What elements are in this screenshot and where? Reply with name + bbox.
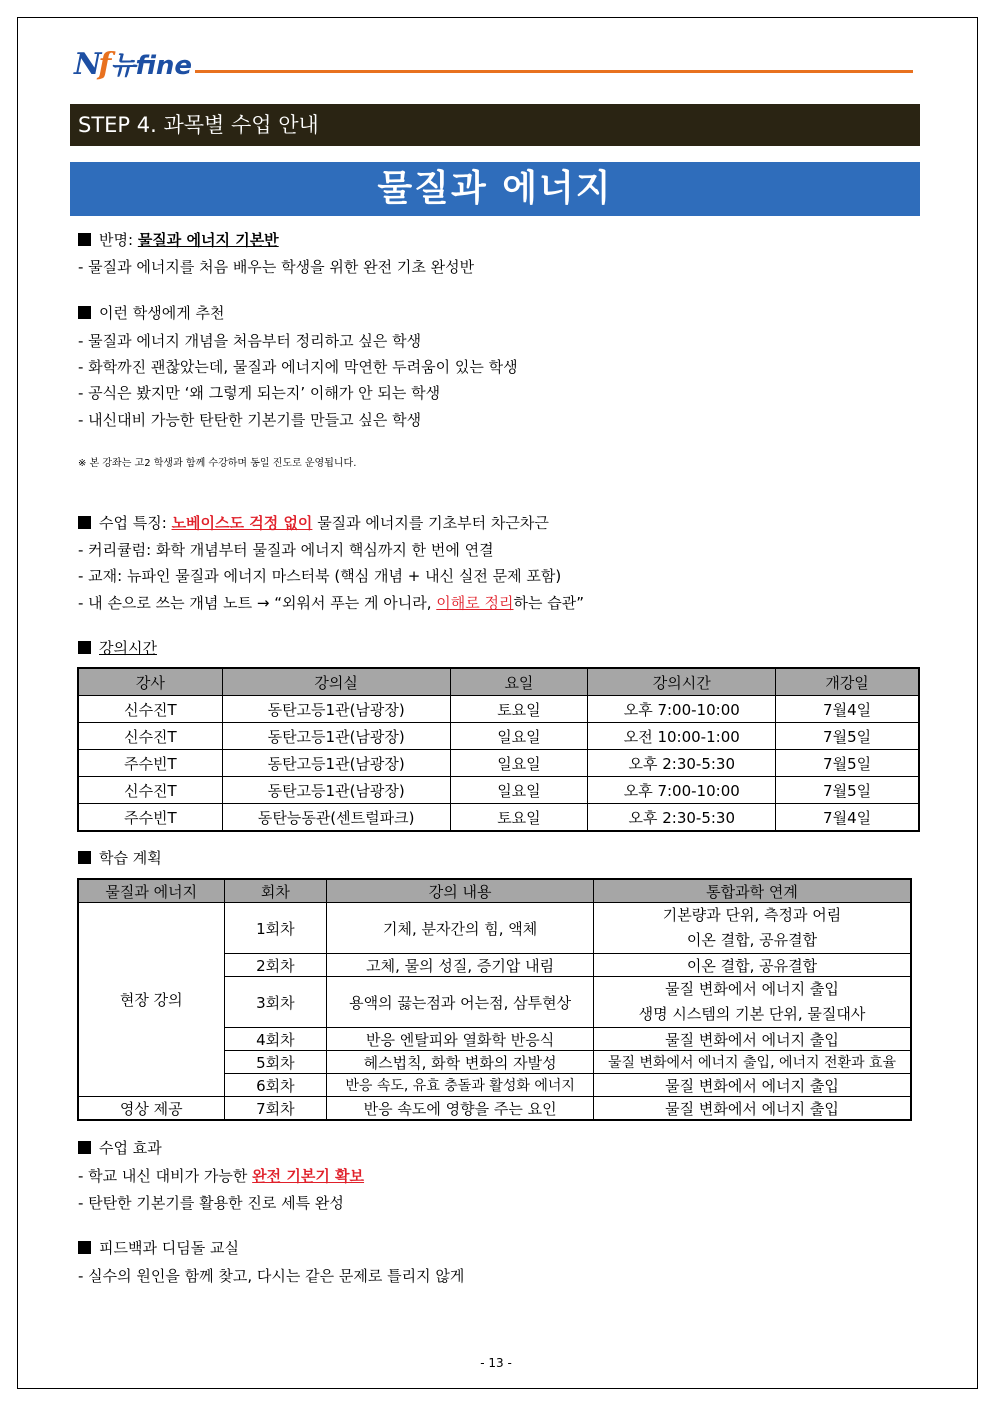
cell: 토요일 bbox=[450, 696, 588, 723]
effect-item: - 학교 내신 대비가 가능한 완전 기본기 확보 bbox=[78, 1167, 365, 1185]
cell: 3회차 bbox=[224, 977, 327, 1028]
cell: 4회차 bbox=[224, 1028, 327, 1051]
group-cell: 영상 제공 bbox=[79, 1097, 225, 1120]
cell: 동탄고등1관(남광장) bbox=[222, 696, 450, 723]
plan-table bbox=[78, 879, 911, 1120]
cell: 토요일 bbox=[450, 804, 588, 831]
effect-item: - 탄탄한 기본기를 활용한 진로 세특 완성 bbox=[78, 1194, 344, 1212]
cell: 일요일 bbox=[450, 750, 588, 777]
table-row bbox=[79, 750, 919, 777]
table-header-row bbox=[79, 669, 919, 696]
col-header: 물질과 에너지 bbox=[79, 880, 225, 903]
col-header: 강의시간 bbox=[588, 669, 776, 696]
table-row bbox=[79, 903, 911, 954]
recommend-item: - 내신대비 가능한 탄탄한 기본기를 만들고 싶은 학생 bbox=[78, 411, 422, 429]
recommend-item: - 공식은 봤지만 ‘왜 그렇게 되는지’ 이해가 안 되는 학생 bbox=[78, 384, 441, 402]
group-cell: 현장 강의 bbox=[79, 903, 225, 1097]
cell: 6회차 bbox=[224, 1074, 327, 1097]
cell: 신수진T bbox=[79, 723, 223, 750]
class-desc: - 물질과 에너지를 처음 배우는 학생을 위한 완전 기초 완성반 bbox=[78, 258, 475, 276]
cell: 동탄고등1관(남광장) bbox=[222, 777, 450, 804]
cell: 7월5일 bbox=[776, 750, 919, 777]
table-header-row bbox=[79, 880, 911, 903]
schedule-table bbox=[78, 668, 919, 831]
cell: 7월4일 bbox=[776, 696, 919, 723]
cell: 반응 속도, 유효 충돌과 활성화 에너지 bbox=[327, 1074, 594, 1097]
cell: 기체, 분자간의 힘, 액체 bbox=[327, 903, 594, 954]
cell: 물질 변화에서 에너지 출입, 에너지 전환과 효율 bbox=[594, 1051, 911, 1074]
cell: 일요일 bbox=[450, 777, 588, 804]
table-row bbox=[79, 1097, 911, 1120]
logo-text: 뉴fine bbox=[110, 51, 193, 81]
cell: 물질 변화에서 에너지 출입 bbox=[594, 1028, 911, 1051]
cell: 오전 10:00-1:00 bbox=[588, 723, 776, 750]
bullet-square-icon bbox=[78, 1241, 91, 1254]
col-header: 요일 bbox=[450, 669, 588, 696]
recommend-item: - 물질과 에너지 개념을 처음부터 정리하고 싶은 학생 bbox=[78, 332, 422, 350]
cell: 7회차 bbox=[224, 1097, 327, 1120]
plan-heading: 학습 계획 bbox=[78, 848, 162, 868]
cell: 헤스법칙, 화학 변화의 자발성 bbox=[327, 1051, 594, 1074]
cell: 1회차 bbox=[224, 903, 327, 954]
bullet-square-icon bbox=[78, 1141, 91, 1154]
bullet-square-icon bbox=[78, 641, 91, 654]
col-header: 회차 bbox=[224, 880, 327, 903]
bullet-square-icon bbox=[78, 851, 91, 864]
cell: 반응 엔탈피와 열화학 반응식 bbox=[327, 1028, 594, 1051]
schedule-heading: 강의시간 bbox=[78, 638, 157, 658]
cell: 동탄고등1관(남광장) bbox=[222, 750, 450, 777]
cell: 용액의 끓는점과 어는점, 삼투현상 bbox=[327, 977, 594, 1028]
cell: 7월5일 bbox=[776, 723, 919, 750]
cell: 물질 변화에서 에너지 출입 bbox=[594, 1074, 911, 1097]
feedback-heading: 피드백과 디딤돌 교실 bbox=[78, 1238, 239, 1258]
table-row bbox=[79, 777, 919, 804]
logo-mark: Nf bbox=[74, 47, 109, 82]
features-item: - 내 손으로 쓰는 개념 노트 → “외워서 푸는 게 아니라, 이해로 정리하는 습관” bbox=[78, 594, 584, 612]
page-number: - 13 - bbox=[480, 1356, 512, 1370]
cell: 오후 2:30-5:30 bbox=[588, 804, 776, 831]
header-divider bbox=[195, 70, 913, 73]
table-row bbox=[79, 804, 919, 831]
cell: 신수진T bbox=[79, 777, 223, 804]
features-item: - 커리큘럼: 화학 개념부터 물질과 에너지 핵심까지 한 번에 연결 bbox=[78, 541, 494, 559]
feedback-item: - 실수의 원인을 함께 찾고, 다시는 같은 문제로 틀리지 않게 bbox=[78, 1267, 465, 1285]
cell: 이온 결합, 공유결합 bbox=[594, 954, 911, 977]
cell: 7월4일 bbox=[776, 804, 919, 831]
features-item: - 교재: 뉴파인 물질과 에너지 마스터북 (핵심 개념 + 내신 실전 문제 포함) bbox=[78, 567, 562, 585]
subject-title: 물질과 에너지 bbox=[70, 162, 920, 216]
col-header: 통합과학 연계 bbox=[594, 880, 911, 903]
cell: 오후 7:00-10:00 bbox=[588, 777, 776, 804]
col-header: 강의실 bbox=[222, 669, 450, 696]
col-header: 개강일 bbox=[776, 669, 919, 696]
effect-heading: 수업 효과 bbox=[78, 1138, 162, 1158]
cell: 고체, 물의 성질, 증기압 내림 bbox=[327, 954, 594, 977]
cell: 주수빈T bbox=[79, 804, 223, 831]
bullet-square-icon bbox=[78, 516, 91, 529]
cell: 기본량과 단위, 측정과 어림 이온 결합, 공유결합 bbox=[594, 903, 911, 954]
table-row bbox=[79, 723, 919, 750]
col-header: 강의 내용 bbox=[327, 880, 594, 903]
step-title: STEP 4. 과목별 수업 안내 bbox=[70, 104, 920, 146]
cell: 물질 변화에서 에너지 출입 bbox=[594, 1097, 911, 1120]
logo bbox=[74, 48, 192, 82]
note: ※ 본 강좌는 고2 학생과 함께 수강하며 동일 진도로 운영됩니다. bbox=[78, 458, 357, 469]
cell: 신수진T bbox=[79, 696, 223, 723]
cell: 일요일 bbox=[450, 723, 588, 750]
cell: 동탄고등1관(남광장) bbox=[222, 723, 450, 750]
recommend-item: - 화학까진 괜찮았는데, 물질과 에너지에 막연한 두려움이 있는 학생 bbox=[78, 358, 518, 376]
cell: 동탄능동관(센트럴파크) bbox=[222, 804, 450, 831]
cell: 물질 변화에서 에너지 출입 생명 시스템의 기본 단위, 물질대사 bbox=[594, 977, 911, 1028]
class-name: 반명: 물질과 에너지 기본반 bbox=[78, 230, 279, 250]
cell: 오후 2:30-5:30 bbox=[588, 750, 776, 777]
cell: 7월5일 bbox=[776, 777, 919, 804]
col-header: 강사 bbox=[79, 669, 223, 696]
cell: 5회차 bbox=[224, 1051, 327, 1074]
bullet-square-icon bbox=[78, 233, 91, 246]
bullet-square-icon bbox=[78, 306, 91, 319]
cell: 주수빈T bbox=[79, 750, 223, 777]
recommend-heading: 이런 학생에게 추천 bbox=[78, 303, 224, 323]
cell: 오후 7:00-10:00 bbox=[588, 696, 776, 723]
features-heading: 수업 특징: 노베이스도 걱정 없이 물질과 에너지를 기초부터 차근차근 bbox=[78, 513, 549, 533]
table-row bbox=[79, 696, 919, 723]
cell: 반응 속도에 영향을 주는 요인 bbox=[327, 1097, 594, 1120]
cell: 2회차 bbox=[224, 954, 327, 977]
